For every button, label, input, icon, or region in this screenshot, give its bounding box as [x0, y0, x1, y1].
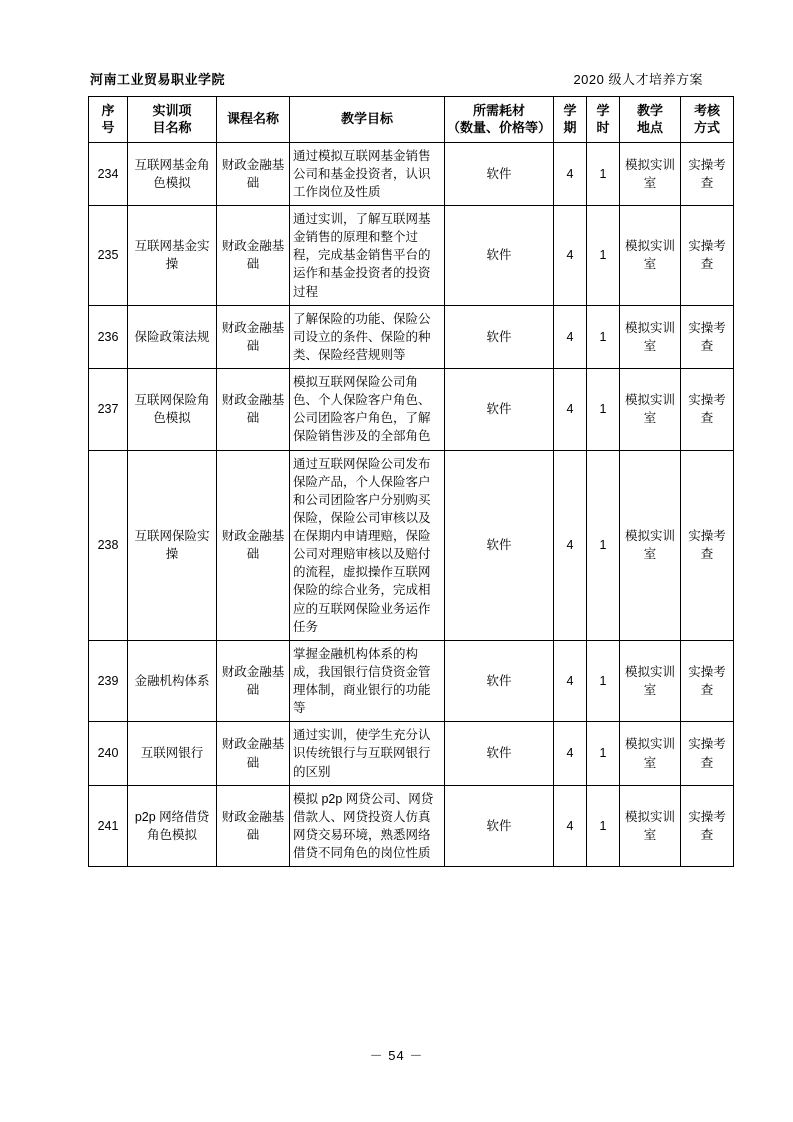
cell-seq: 238 — [89, 450, 128, 640]
cell-exam: 实操考查 — [681, 450, 734, 640]
table-body — [89, 142, 734, 867]
cell-project: p2p 网络借贷角色模拟 — [128, 785, 217, 867]
cell-place: 模拟实训室 — [620, 785, 681, 867]
cell-seq: 235 — [89, 206, 128, 306]
column-header-course: 课程名称 — [217, 96, 290, 142]
cell-term: 4 — [554, 206, 587, 306]
table-row — [89, 305, 734, 368]
cell-place: 模拟实训室 — [620, 640, 681, 722]
cell-material: 软件 — [445, 206, 554, 306]
cell-hours: 1 — [587, 305, 620, 368]
cell-hours: 1 — [587, 206, 620, 306]
cell-term: 4 — [554, 722, 587, 785]
cell-exam: 实操考查 — [681, 785, 734, 867]
training-projects-table — [88, 96, 734, 868]
cell-project: 金融机构体系 — [128, 640, 217, 722]
column-header-material: 所需耗材 （数量、价格等） — [445, 96, 554, 142]
cell-seq: 241 — [89, 785, 128, 867]
cell-place: 模拟实训室 — [620, 722, 681, 785]
column-header-seq: 序 号 — [89, 96, 128, 142]
cell-goal: 通过互联网保险公司发布保险产品，个人保险客户和公司团险客户分别购买保险，保险公司审核以及在保期内申请理赔，保险公司对理赔审核以及赔付的流程，虚拟操作互联网保险的综合业务，完成相应的互联网保险业务运作任务 — [290, 450, 445, 640]
cell-exam: 实操考查 — [681, 305, 734, 368]
column-header-place: 教学 地点 — [620, 96, 681, 142]
column-header-hours: 学 时 — [587, 96, 620, 142]
cell-seq: 237 — [89, 369, 128, 451]
cell-place: 模拟实训室 — [620, 369, 681, 451]
cell-hours: 1 — [587, 369, 620, 451]
column-header-project: 实训项 目名称 — [128, 96, 217, 142]
cell-exam: 实操考查 — [681, 722, 734, 785]
cell-exam: 实操考查 — [681, 640, 734, 722]
cell-project: 互联网保险角色模拟 — [128, 369, 217, 451]
cell-course: 财政金融基础 — [217, 640, 290, 722]
cell-hours: 1 — [587, 640, 620, 722]
cell-hours: 1 — [587, 450, 620, 640]
page-header — [88, 72, 705, 88]
cell-project: 互联网基金实操 — [128, 206, 217, 306]
cell-material: 软件 — [445, 305, 554, 368]
cell-hours: 1 — [587, 722, 620, 785]
cell-material: 软件 — [445, 369, 554, 451]
table-row — [89, 785, 734, 867]
table-row — [89, 142, 734, 205]
cell-term: 4 — [554, 640, 587, 722]
table-row — [89, 450, 734, 640]
cell-hours: 1 — [587, 785, 620, 867]
cell-seq: 240 — [89, 722, 128, 785]
cell-goal: 模拟 p2p 网贷公司、网贷借款人、网贷投资人仿真网贷交易环境，熟悉网络借贷不同角色的岗位性质 — [290, 785, 445, 867]
page-number: － 54 － — [369, 1048, 424, 1063]
cell-material: 软件 — [445, 722, 554, 785]
cell-hours: 1 — [587, 142, 620, 205]
cell-project: 保险政策法规 — [128, 305, 217, 368]
cell-term: 4 — [554, 450, 587, 640]
cell-goal: 通过模拟互联网基金销售公司和基金投资者，认识工作岗位及性质 — [290, 142, 445, 205]
cell-course: 财政金融基础 — [217, 142, 290, 205]
column-header-term: 学 期 — [554, 96, 587, 142]
cell-term: 4 — [554, 305, 587, 368]
cell-project: 互联网保险实操 — [128, 450, 217, 640]
column-header-exam: 考核 方式 — [681, 96, 734, 142]
cell-exam: 实操考查 — [681, 369, 734, 451]
cell-goal: 模拟互联网保险公司角色、个人保险客户角色、公司团险客户角色，了解保险销售涉及的全部角色 — [290, 369, 445, 451]
cell-seq: 236 — [89, 305, 128, 368]
cell-material: 软件 — [445, 142, 554, 205]
cell-term: 4 — [554, 142, 587, 205]
table-row — [89, 206, 734, 306]
cell-goal: 了解保险的功能、保险公司设立的条件、保险的种类、保险经营规则等 — [290, 305, 445, 368]
cell-course: 财政金融基础 — [217, 785, 290, 867]
cell-project: 互联网银行 — [128, 722, 217, 785]
column-header-goal: 教学目标 — [290, 96, 445, 142]
cell-project: 互联网基金角色模拟 — [128, 142, 217, 205]
table-row — [89, 722, 734, 785]
cell-material: 软件 — [445, 785, 554, 867]
cell-material: 软件 — [445, 640, 554, 722]
table-header-row — [89, 96, 734, 142]
cell-course: 财政金融基础 — [217, 722, 290, 785]
cell-exam: 实操考查 — [681, 142, 734, 205]
cell-course: 财政金融基础 — [217, 369, 290, 451]
cell-term: 4 — [554, 369, 587, 451]
cell-goal: 通过实训，了解互联网基金销售的原理和整个过程，完成基金销售平台的运作和基金投资者的投资过程 — [290, 206, 445, 306]
cell-seq: 234 — [89, 142, 128, 205]
cell-place: 模拟实训室 — [620, 450, 681, 640]
cell-term: 4 — [554, 785, 587, 867]
cell-goal: 通过实训，使学生充分认识传统银行与互联网银行的区别 — [290, 722, 445, 785]
document-title: 2020 级人才培养方案 — [573, 72, 703, 87]
cell-place: 模拟实训室 — [620, 142, 681, 205]
cell-place: 模拟实训室 — [620, 305, 681, 368]
table-header — [89, 96, 734, 142]
cell-course: 财政金融基础 — [217, 305, 290, 368]
cell-course: 财政金融基础 — [217, 206, 290, 306]
table-row — [89, 640, 734, 722]
institution-name: 河南工业贸易职业学院 — [90, 72, 226, 87]
cell-seq: 239 — [89, 640, 128, 722]
cell-exam: 实操考查 — [681, 206, 734, 306]
table-row — [89, 369, 734, 451]
cell-course: 财政金融基础 — [217, 450, 290, 640]
cell-material: 软件 — [445, 450, 554, 640]
cell-goal: 掌握金融机构体系的构成，我国银行信贷资金管理体制，商业银行的功能等 — [290, 640, 445, 722]
cell-place: 模拟实训室 — [620, 206, 681, 306]
